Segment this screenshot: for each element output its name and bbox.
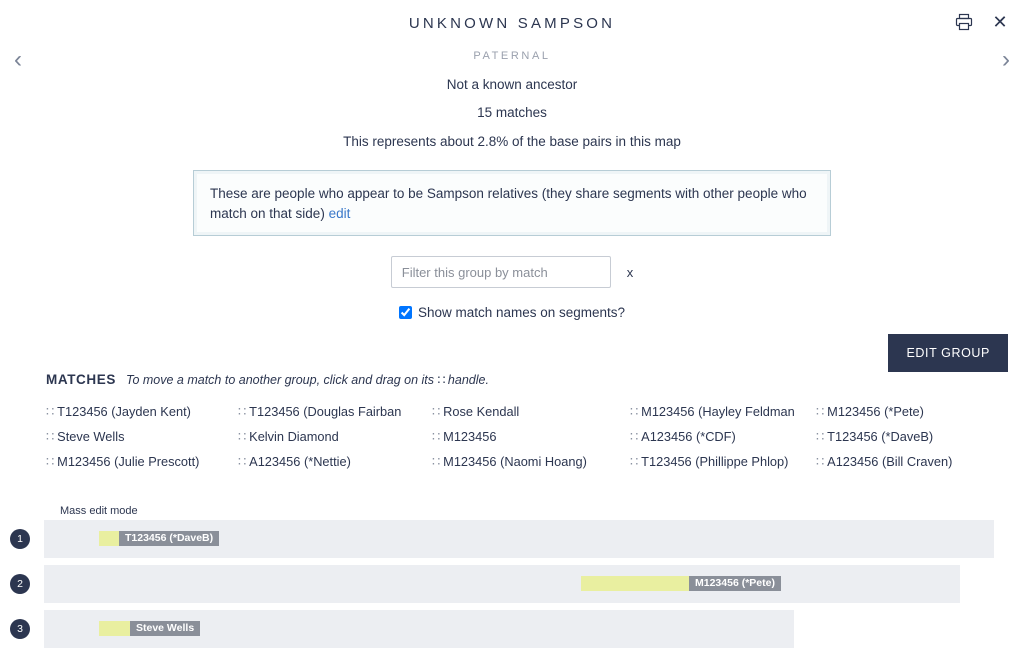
drag-handle-icon[interactable]: ∷ (432, 404, 440, 419)
previous-group-arrow[interactable]: ‹ (14, 46, 22, 73)
segment-match-label[interactable]: T123456 (*DaveB) (119, 531, 219, 546)
window-controls (954, 12, 1010, 32)
drag-handle-icon[interactable]: ∷ (816, 429, 824, 444)
drag-handle-icon[interactable]: ∷ (630, 429, 638, 444)
segment-row[interactable] (0, 610, 1024, 648)
drag-handle-icon[interactable]: ∷ (630, 454, 638, 469)
drag-handle-icon[interactable]: ∷ (46, 429, 54, 444)
page-title: UNKNOWN SAMPSON (408, 15, 616, 32)
base-pairs-summary: This represents about 2.8% of the base pairs in this map (343, 134, 681, 149)
drag-handle-icon[interactable]: ∷ (238, 429, 246, 444)
shared-segment-bar[interactable] (99, 621, 134, 636)
segment-rows (0, 520, 1024, 652)
show-names-row (0, 305, 1024, 320)
mass-edit-mode-toggle[interactable]: Mass edit mode (60, 505, 138, 517)
drag-handle-icon[interactable]: ∷ (816, 404, 824, 419)
match-name: M123456 (Julie Prescott) (57, 454, 200, 469)
match-list-item[interactable] (46, 404, 238, 420)
match-name: T123456 (Jayden Kent) (57, 404, 191, 419)
match-list-item[interactable] (630, 404, 816, 420)
match-list-item[interactable] (46, 429, 238, 445)
chromosome-number-badge: 2 (10, 574, 30, 594)
match-name: Kelvin Diamond (249, 429, 339, 444)
match-count: 15 matches (477, 105, 547, 120)
segment-row[interactable] (0, 520, 1024, 558)
match-list-item[interactable] (816, 404, 986, 420)
match-name: T123456 (Douglas Fairban (249, 404, 402, 419)
match-name: M123456 (Hayley Feldman (641, 404, 795, 419)
drag-handle-icon: ∷ (437, 373, 445, 387)
chromosome-number-badge: 3 (10, 619, 30, 639)
match-name: A123456 (*Nettie) (249, 454, 351, 469)
match-list-item[interactable] (432, 404, 630, 420)
drag-handle-icon[interactable]: ∷ (816, 454, 824, 469)
match-list-item[interactable] (816, 454, 986, 470)
drag-handle-icon[interactable]: ∷ (238, 454, 246, 469)
match-name: M123456 (*Pete) (827, 404, 924, 419)
filter-row (0, 256, 1024, 288)
drag-handle-icon[interactable]: ∷ (46, 454, 54, 469)
segment-row[interactable] (0, 565, 1024, 603)
chromosome-number-badge: 1 (10, 529, 30, 549)
chromosome-track (44, 520, 994, 558)
matches-hint-post: handle. (444, 373, 489, 387)
match-list-item[interactable] (238, 454, 432, 470)
filter-clear-button[interactable]: x (626, 264, 634, 280)
edit-group-button[interactable]: EDIT GROUP (888, 334, 1008, 372)
match-name: M123456 (443, 429, 497, 444)
match-name: M123456 (Naomi Hoang) (443, 454, 587, 469)
match-name: Steve Wells (57, 429, 125, 444)
group-description-text: These are people who appear to be Sampson relatives (they share segments with other people who match on that side) (210, 186, 807, 221)
match-list-item[interactable] (630, 429, 816, 445)
edit-description-link[interactable]: edit (328, 206, 351, 221)
close-icon[interactable]: ✕ (992, 12, 1008, 32)
matches-title: MATCHES (46, 372, 116, 387)
match-list-item[interactable] (816, 429, 986, 445)
match-list-item[interactable] (238, 429, 432, 445)
group-description-box (193, 170, 831, 236)
matches-list (46, 404, 986, 470)
segment-match-label[interactable]: Steve Wells (130, 621, 200, 636)
match-name: A123456 (Bill Craven) (827, 454, 953, 469)
match-name: T123456 (Phillippe Phlop) (641, 454, 789, 469)
drag-handle-icon[interactable]: ∷ (432, 454, 440, 469)
shared-segment-bar[interactable] (581, 576, 691, 591)
drag-handle-icon[interactable]: ∷ (432, 429, 440, 444)
matches-header (46, 372, 489, 387)
match-list-item[interactable] (432, 454, 630, 470)
match-name: T123456 (*DaveB) (827, 429, 934, 444)
matches-hint-pre: To move a match to another group, click and drag on its (125, 373, 438, 387)
drag-handle-icon[interactable]: ∷ (630, 404, 638, 419)
match-name: A123456 (*CDF) (641, 429, 736, 444)
chromosome-track (44, 565, 960, 603)
drag-handle-icon[interactable]: ∷ (46, 404, 54, 419)
show-names-checkbox[interactable] (399, 306, 412, 319)
match-list-item[interactable] (238, 404, 432, 420)
next-group-arrow[interactable]: › (1002, 46, 1010, 73)
drag-handle-icon[interactable]: ∷ (238, 404, 246, 419)
show-names-label: Show match names on segments? (417, 305, 626, 320)
match-list-item[interactable] (432, 429, 630, 445)
match-list-item[interactable] (46, 454, 238, 470)
match-name: Rose Kendall (443, 404, 520, 419)
filter-input[interactable] (391, 256, 611, 288)
chromosome-track (44, 610, 794, 648)
match-list-item[interactable] (630, 454, 816, 470)
printer-icon[interactable] (954, 12, 974, 32)
segment-match-label[interactable]: M123456 (*Pete) (689, 576, 781, 591)
ancestor-status: Not a known ancestor (446, 77, 578, 92)
matches-hint (126, 372, 489, 387)
side-label: PATERNAL (473, 50, 551, 62)
